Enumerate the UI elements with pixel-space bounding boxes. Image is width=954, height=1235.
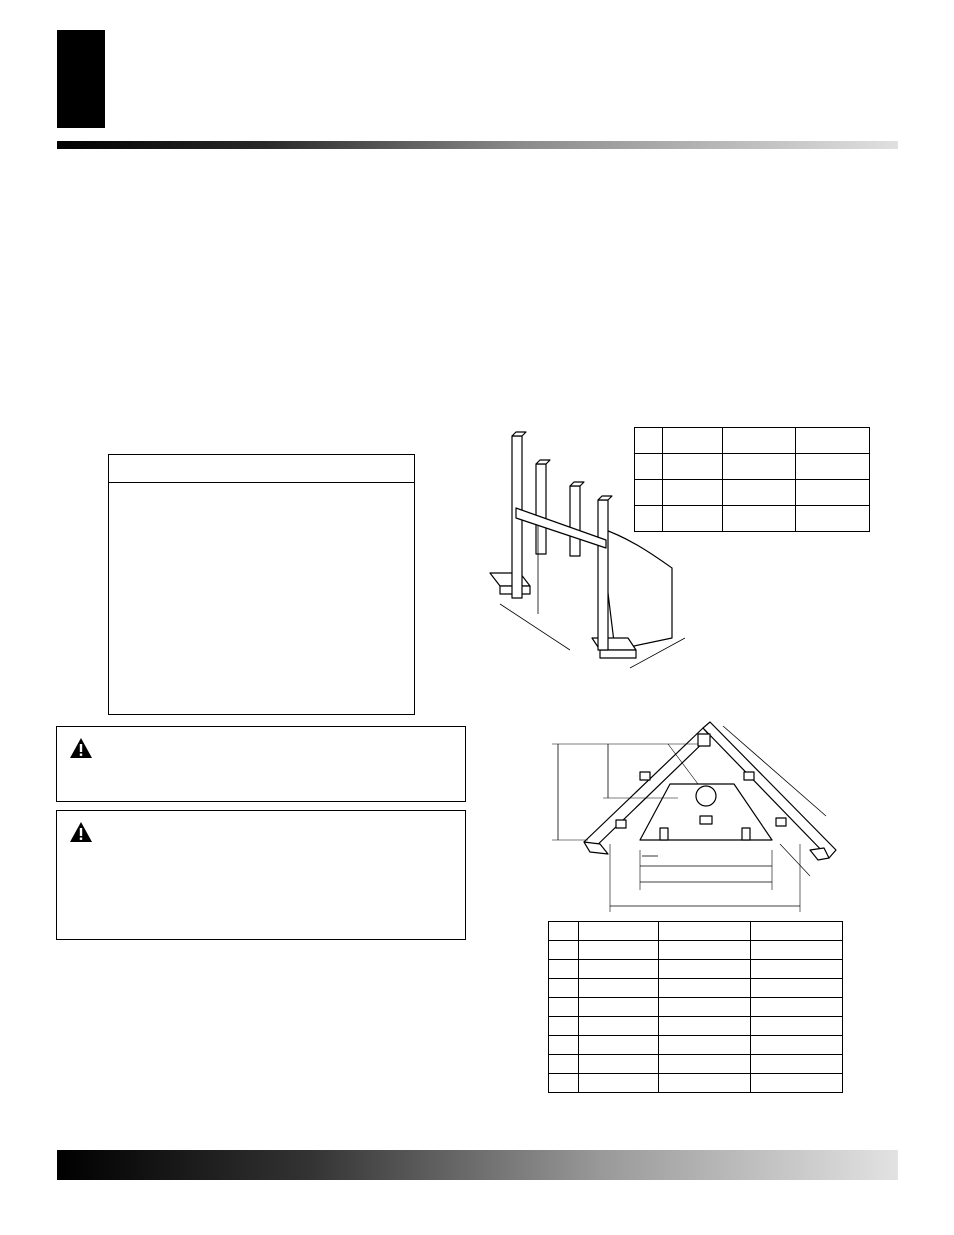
table-row <box>549 998 843 1017</box>
warning-box <box>56 726 466 802</box>
table-row <box>549 1074 843 1093</box>
table-row <box>549 979 843 998</box>
table-row <box>549 960 843 979</box>
table-row <box>635 428 870 454</box>
info-box-header <box>109 455 414 483</box>
table-row <box>549 1055 843 1074</box>
warning-triangle-icon <box>69 737 93 759</box>
table-row <box>635 480 870 506</box>
table-row <box>549 1036 843 1055</box>
table-row <box>549 941 843 960</box>
warning-triangle-icon <box>69 821 93 843</box>
table-row <box>635 454 870 480</box>
warning-box <box>56 810 466 940</box>
table-row <box>549 1017 843 1036</box>
info-box <box>108 454 415 715</box>
footer-gradient-bar <box>57 1150 898 1180</box>
dimension-table <box>634 427 870 532</box>
table-row <box>635 506 870 532</box>
section-tab <box>57 30 105 128</box>
table-row <box>549 922 843 941</box>
clearance-table <box>548 921 843 1093</box>
header-gradient-bar <box>57 141 898 149</box>
corner-installation-diagram <box>548 720 840 916</box>
